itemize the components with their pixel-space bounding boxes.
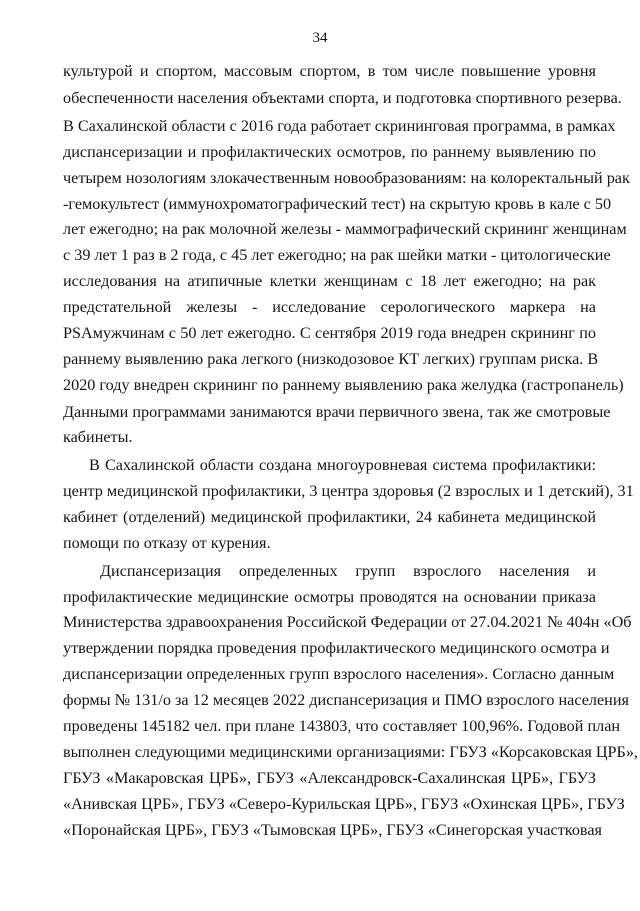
text-line: Министерства здравоохранения Российской Федерации от 27.04.2021 № 404н «Об xyxy=(63,613,632,631)
text-line: обеспеченности населения объектами спорта, и подготовка спортивного резерва. xyxy=(63,89,622,107)
text-line: кабинеты. xyxy=(63,428,133,446)
text-line: «Поронайская ЦРБ», ГБУЗ «Тымовская ЦРБ», ГБУЗ «Синегорская участковая xyxy=(63,821,602,839)
text-line: кабинет (отделений) медицинской профилактики, 24 кабинета медицинской xyxy=(63,508,596,526)
text-line: Диспансеризация определенных групп взрослого населения и xyxy=(100,562,596,580)
text-line: центр медицинской профилактики, 3 центра здоровья (2 взрослых и 1 детский), 31 xyxy=(63,482,634,500)
text-line: лет ежегодно; на рак молочной железы - маммографический скрининг женщинам xyxy=(63,220,627,238)
text-line: четырем нозологиям злокачественным новообразованиям: на колоректальный рак xyxy=(63,169,630,187)
text-line: раннему выявлению рака легкого (низкодозовое КТ легких) группам риска. В xyxy=(63,350,599,368)
text-line: 2020 году внедрен скрининг по раннему выявлению рака желудка (гастропанель) xyxy=(63,376,624,394)
text-line: выполнен следующими медицинскими организациями: ГБУЗ «Корсаковская ЦРБ», xyxy=(63,743,638,761)
text-line: В Сахалинской области с 2016 года работает скрининговая программа, в рамках xyxy=(63,117,616,135)
text-line: -гемокультест (иммунохроматографический тест) на скрытую кровь в кале с 50 xyxy=(63,195,612,213)
text-line: диспансеризации определенных групп взрослого населения». Согласно данным xyxy=(63,665,615,683)
text-line: утверждении порядка проведения профилактического медицинского осмотра и xyxy=(63,639,610,657)
page-number: 34 xyxy=(312,30,328,46)
text-line: «Анивская ЦРБ», ГБУЗ «Северо-Курильская ЦРБ», ГБУЗ «Охинская ЦРБ», ГБУЗ xyxy=(63,795,625,813)
text-line: ГБУЗ «Макаровская ЦРБ», ГБУЗ «Александровск-Сахалинская ЦРБ», ГБУЗ xyxy=(63,769,596,787)
text-line: помощи по отказу от курения. xyxy=(63,534,271,552)
text-line: проведены 145182 чел. при плане 143803, что составляет 100,96%. Годовой план xyxy=(63,717,621,735)
text-line: культурой и спортом, массовым спортом, в том числе повышение уровня xyxy=(63,62,596,80)
text-line: Данными программами занимаются врачи первичного звена, так же смотровые xyxy=(63,403,611,421)
text-line: диспансеризации и профилактических осмотров, по раннему выявлению по xyxy=(63,143,596,161)
text-line: профилактические медицинские осмотры проводятся на основании приказа xyxy=(63,588,596,606)
text-line: предстательной железы - исследование серологического маркера на xyxy=(63,298,596,316)
text-line: формы № 131/о за 12 месяцев 2022 диспансеризация и ПМО взрослого населения xyxy=(63,691,629,709)
text-line: с 39 лет 1 раз в 2 года, с 45 лет ежегодно; на рак шейки матки - цитологические xyxy=(63,246,611,264)
text-line: исследования на атипичные клетки женщинам с 18 лет ежегодно; на рак xyxy=(63,272,596,290)
text-line: В Сахалинской области создана многоуровневая система профилактики: xyxy=(89,456,596,474)
text-line: PSAмужчинам с 50 лет ежегодно. С сентября 2019 года внедрен скрининг по xyxy=(63,324,596,342)
